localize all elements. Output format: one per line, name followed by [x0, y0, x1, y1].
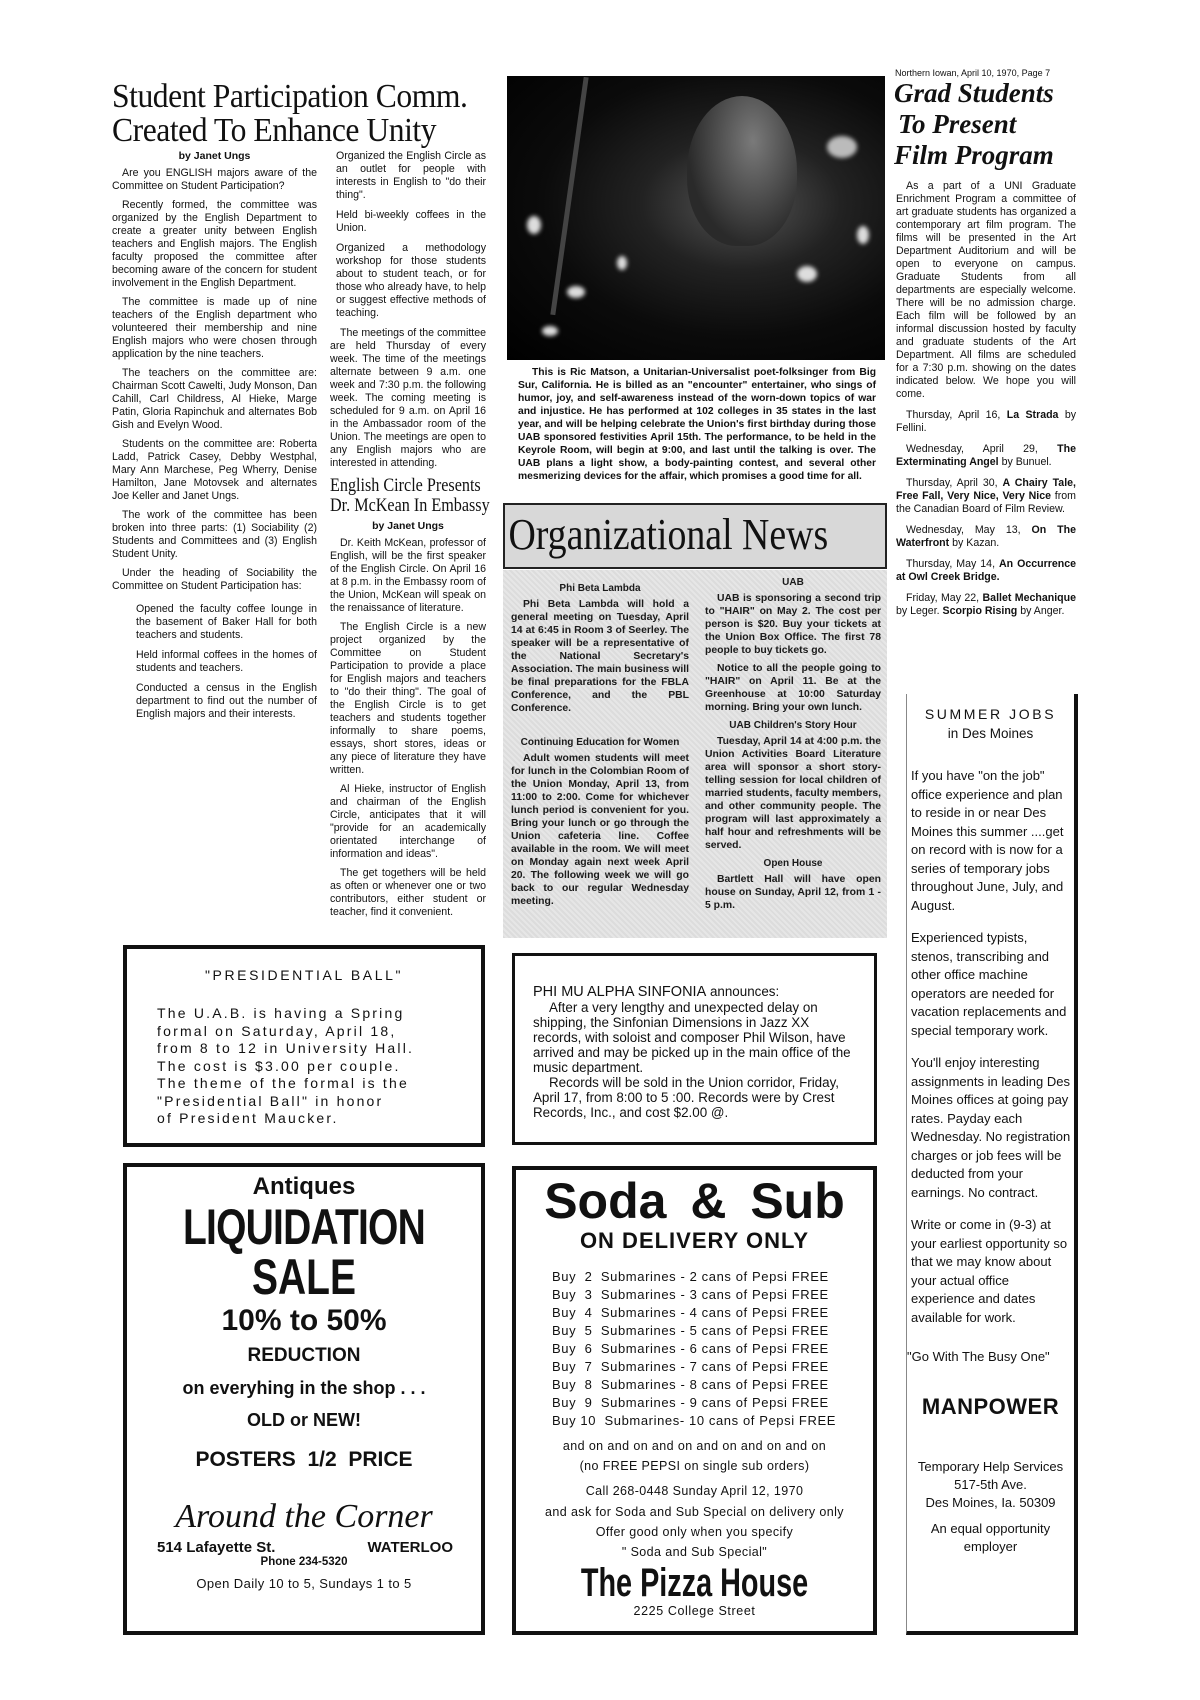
film-title: A Chairy Tale, Free Fall, Very Nice, Very Nice	[896, 477, 1076, 502]
article-column-2	[330, 150, 490, 925]
paragraph: Experienced typists, stenos, transcribing and other office machine operators are needed for vacation replacements and special temporary work.	[911, 930, 1067, 1038]
film-title: An Occurrence at Owl Creek Bridge.	[896, 558, 1077, 583]
caption-text: This is Ric Matson, a Unitarian-Universalist poet-folksinger from Big Sur, California. He is billed as an "encounter" entertainer, who sings of humor, joy, and self-awareness instead of the worn-down topics of war and injustice. He has performed at 102 colleges in 35 states in the last year, and will be helping celebrate the Union's first birthday during those UAB sponsored festivities April 15th. The performance, to be held in the Keyrole Room, will begin at 9:00, and last until the talking is over. The UAB plans a light show, a body-painting contest, and several other mesmerizing devices for the affair, which promises a good time for all.	[518, 367, 876, 482]
brand-logo: MANPOWER	[921, 1394, 1060, 1419]
paragraph: The get togethers will be held as often or whenever one or two contributors, either student or teacher, find it convenient.	[330, 867, 486, 918]
film-listing	[896, 477, 1076, 516]
ad-line: "Presidential Ball" in honor	[157, 1092, 384, 1109]
offer-line: Buy 5 Submarines - 5 cans of Pepsi FREE	[552, 1323, 829, 1338]
ad-sale: SALE	[251, 1249, 357, 1305]
ad-line: of President Maucker.	[157, 1110, 339, 1126]
film-title: The Exterminating Angel	[896, 443, 1076, 468]
photo-ric-matson	[507, 76, 885, 360]
org-news-body	[503, 570, 887, 938]
ad-title: SUMMER JOBS	[924, 706, 1057, 722]
list-item: Conducted a census in the English department to find out the number of English majors and their interests.	[136, 682, 317, 720]
paragraph: The English Circle is a new project organized by the Committee on Student Participation to provide a place for English majors and teachers to "do their thing". The goal of the English Circle is to get teachers and students together informally to share poems, essays, short stores, ideas or any piece of literature they have written.	[330, 621, 486, 776]
ad-body	[157, 1005, 481, 1128]
paragraph: After a very lengthy and unexpected delay on shipping, the Sinfonian Dimensions in Jazz XX records, with soloist and composer Phil Wilson, have arrived and may be picked up in the main office of the music department.	[533, 1000, 851, 1075]
film-title: On The Waterfront	[896, 524, 1076, 549]
ad-old-new: OLD or NEW!	[247, 1410, 361, 1430]
ad-everything: on everyhing in the shop . . .	[182, 1378, 426, 1398]
ad-special: " Soda and Sub Special"	[621, 1545, 768, 1559]
ad-line: The theme of the formal is the	[157, 1075, 409, 1091]
film-title: La Strada	[1006, 409, 1059, 421]
paragraph: The teachers on the committee are: Chairman Scott Cawelti, Judy Monson, Dan Cahill, Carl Childress, Al Hieke, Marge Patin, Gloria Rapinchuk and alternates Bob Gish and Evelyn Wood.	[112, 367, 317, 431]
offer-line: Buy 7 Submarines - 7 cans of Pepsi FREE	[552, 1359, 829, 1374]
ad-call: Call 268-0448 Sunday April 12, 1970	[585, 1484, 804, 1498]
ad-offer: Offer good only when you specify	[595, 1525, 794, 1539]
grad-article-body	[896, 180, 1076, 626]
org-section-paragraph: Phi Beta Lambda will hold a general meeting on Tuesday, April 14 at 6:45 in Room 3 of Seerley. The speaker will be a representative of the National Secretary's Association. The main business will be final preparations for the FBLA Conference, and the PBL Conference.	[511, 599, 689, 714]
ad-city: WATERLOO	[367, 1539, 453, 1556]
ad-liquidation: LIQUIDATION	[182, 1199, 425, 1255]
headline-line: Student Participation Comm.	[112, 78, 468, 115]
ad-line: The U.A.B. is having a Spring	[157, 1005, 405, 1021]
org-section-heading: Continuing Education for Women	[520, 737, 680, 748]
film-title: Ballet Mechanique	[982, 592, 1076, 604]
film-listing	[896, 443, 1076, 469]
presidential-ball-ad	[123, 945, 485, 1147]
ad-lead: PHI MU ALPHA SINFONIA	[533, 984, 707, 1000]
ad-lead-rest: announces:	[706, 984, 780, 999]
org-news-header	[503, 503, 887, 569]
org-section-heading: UAB	[782, 577, 804, 588]
org-section-heading: Phi Beta Lambda	[559, 583, 641, 594]
ad-subtitle: in Des Moines	[947, 726, 1034, 741]
paragraph: Students on the committee are: Roberta Ladd, Patrick Casey, Debby Westphal, Mary Ann Marchese, Peg Wherry, Denise Hamilton, Jane Motovsek and alternates Joe Keller and Janet Ungs.	[112, 438, 317, 502]
byline: by Janet Ungs	[178, 150, 251, 162]
film-detail: by Anger.	[1017, 605, 1065, 617]
list-item: Opened the faculty coffee lounge in the basement of Baker Hall for both teachers and students.	[136, 603, 317, 641]
ad-reduction: REDUCTION	[247, 1345, 361, 1366]
film-listing	[896, 592, 1076, 618]
film-listing	[896, 409, 1076, 435]
ad-address: 514 Lafayette St.	[157, 1539, 276, 1556]
list-item-list	[330, 150, 486, 320]
org-section-paragraph: Adult women students will meet for lunch in the Colombian Room of the Union Monday, April 13, from 11:00 to 2:00. Come for whichever lunch period is convenient for you. Bring your lunch or go through the Union cafeteria line. Coffee available in the room. We will meet on Monday again next week April 20. The following week we will go back to our regular Wednesday meeting.	[511, 753, 689, 907]
headline-line: Film Program	[894, 140, 1054, 170]
film-detail: by Bunuel.	[998, 456, 1052, 468]
ad-hours: Open Daily 10 to 5, Sundays 1 to 5	[196, 1576, 412, 1591]
offer-line: Buy 3 Submarines - 3 cans of Pepsi FREE	[552, 1287, 829, 1302]
ad-title: "PRESIDENTIAL BALL"	[204, 967, 404, 983]
ad-address: 2225 College Street	[633, 1604, 756, 1618]
offer-line: Buy 10 Submarines- 10 cans of Pepsi FREE	[552, 1413, 837, 1428]
film-date: Thursday, April 30,	[906, 477, 1003, 489]
org-section-paragraph: Notice to all the people going to "HAIR" on April 11. Be at the Greenhouse at 10:00 Saturday morning. Bring your own lunch.	[705, 663, 881, 713]
ad-line: The cost is $3.00 per couple.	[157, 1057, 401, 1074]
paragraph-list	[330, 537, 486, 919]
org-news-title: Organizational News	[508, 510, 829, 559]
ad-street: 517-5th Ave.	[954, 1477, 1027, 1492]
offer-line: Buy 8 Submarines - 8 cans of Pepsi FREE	[552, 1377, 829, 1392]
offer-line: Buy 9 Submarines - 9 cans of Pepsi FREE	[552, 1395, 829, 1410]
grad-headline	[894, 78, 1054, 171]
byline: by Janet Ungs	[372, 520, 444, 532]
paragraph: Al Hieke, instructor of English and chairman of the English Circle, anticipates that it will "provide for an academically orientated interchange of information and ideas".	[330, 783, 486, 860]
paragraph: As a part of a UNI Graduate Enrichment Program a committee of art graduate students has organized a contemporary art film program. The films will be presented in the Art Department Auditorium and will be open to everyone on campus. Graduate Students from all departments are especially welcome. There will be no admission charge. Each film will be followed by an informal discussion hosted by faculty and graduate students of the Art Department. All films are scheduled for a 7:30 p.m. showing on the dates indicated below. We hope you will come.	[896, 180, 1076, 400]
film-detail: by Kazan.	[949, 537, 1000, 549]
film-date: Wednesday, April 29,	[906, 443, 1058, 455]
film-detail: by Leger.	[896, 605, 943, 617]
article2-headline	[330, 475, 490, 520]
film-detail: by Fellini.	[896, 409, 1077, 434]
ad-body	[533, 984, 860, 1120]
film-date: Thursday, May 14,	[906, 558, 1000, 570]
sinfonia-ad	[512, 953, 877, 1145]
ad-antiques: Antiques	[252, 1173, 356, 1200]
ad-posters: POSTERS 1/2 PRICE	[195, 1448, 413, 1471]
ad-address-row	[127, 1539, 481, 1556]
ad-title: Soda & Sub	[544, 1173, 845, 1229]
paragraph: Recently formed, the committee was organized by the English Department to create a greater unity between English teachers and English majors. The English faculty proposed the committee after becoming aware of the concern for student involvement in the English Department.	[112, 199, 317, 289]
ad-city: Des Moines, Ia. 50309	[925, 1495, 1056, 1510]
paragraph: Under the heading of Sociability the Committee on Student Participation has:	[112, 567, 317, 592]
film-listing	[896, 558, 1076, 584]
paragraph: Dr. Keith McKean, professor of English, will be the first speaker of the English Circle. On April 16 at 8 p.m. in the Embassy room of the Union, McKean will speak on the renaissance of literature.	[330, 537, 486, 614]
film-detail: from the Canadian Board of Film Review.	[896, 490, 1076, 515]
paragraph-list	[911, 767, 1072, 1327]
ad-line: formal on Saturday, April 18,	[157, 1022, 397, 1039]
offer-list	[552, 1268, 873, 1430]
paragraph: Are you ENGLISH majors aware of the Committee on Student Participation?	[112, 167, 317, 192]
offer-line: Buy 6 Submarines - 6 cans of Pepsi FREE	[552, 1341, 829, 1356]
film-date: Friday, May 22,	[906, 592, 983, 604]
org-news-left-column	[511, 578, 689, 913]
org-section-heading: UAB Children's Story Hour	[729, 720, 857, 731]
ad-service: Temporary Help Services	[917, 1459, 1064, 1474]
photo-caption	[518, 366, 876, 483]
paragraph: The work of the committee has been broken into three parts: (1) Sociability (2) Students and Committees and (3) English Student Unity.	[112, 509, 317, 560]
paragraph-list	[330, 327, 486, 470]
list-item: Held informal coffees in the homes of students and teachers.	[136, 649, 317, 674]
headline-line: Grad Students	[894, 78, 1054, 108]
paragraph: The meetings of the committee are held Thursday of every week. The time of the meetings alternate between 9 a.m. one week and 7:30 p.m. the following week. The coming meeting is scheduled for 9 a.m. on April 16 in the Ambassador room of the Union. The meetings are open to any English majors who are interested in attending.	[330, 327, 486, 469]
org-news-right-column	[705, 572, 881, 917]
list-item: Organized a methodology workshop for those students about to student teach, or for those who already have, to help or suggest effective methods of teaching.	[336, 242, 486, 319]
org-section-paragraph: Bartlett Hall will have open house on Sunday, April 12, from 1 - 5 p.m.	[705, 874, 881, 911]
ad-ask: and ask for Soda and Sub Special on delivery only	[545, 1505, 844, 1519]
paragraph-list	[112, 167, 317, 593]
antiques-liquidation-ad	[123, 1163, 485, 1635]
article-headline	[112, 80, 494, 148]
paragraph: Write or come in (9-3) at your earliest opportunity so that we may know about your actual office experience and dates available for work.	[911, 1217, 1068, 1325]
paragraph: The committee is made up of nine teachers of the English department who volunteered their membership and nine English majors who were chosen through application by the nine teachers.	[112, 296, 317, 360]
film-listing	[896, 524, 1076, 550]
soda-and-sub-ad	[512, 1166, 877, 1635]
article-column-1	[112, 150, 317, 728]
org-section-paragraph: Tuesday, April 14 at 4:00 p.m. the Union Activities Board Literature area will sponsor a short story-telling session for local children of married students, faculty members, and other community people. The program will last approximately a half hour and refreshments will be served.	[705, 736, 881, 851]
org-section-paragraph: UAB is sponsoring a second trip to "HAIR" on May 2. The cost per person is $20. Buy your tickets at the Union Box Office. The first 78 people to buy tickets go.	[705, 593, 881, 656]
org-section-heading: Open House	[763, 858, 823, 869]
list-item-list	[112, 599, 317, 721]
headline-line: To Present	[898, 109, 1017, 139]
paragraph: You'll enjoy interesting assignments in leading Des Moines offices at going pay rates. Payday each Wednesday. No registration charges or job fees will be deducted from your earnings. No contract.	[911, 1055, 1071, 1200]
ad-phone: Phone 234-5320	[260, 1556, 348, 1568]
ad-and-on: and on and on and on and on and on and on	[562, 1439, 827, 1453]
store-logo: Around the Corner	[175, 1498, 433, 1535]
film-date: Wednesday, May 13,	[906, 524, 1032, 536]
manpower-summer-jobs-ad	[906, 694, 1078, 1635]
store-name: The Pizza House	[580, 1561, 809, 1605]
offer-line: Buy 2 Submarines - 2 cans of Pepsi FREE	[552, 1269, 829, 1284]
film-date: Thursday, April 16,	[906, 409, 1007, 421]
ad-subtitle: ON DELIVERY ONLY	[579, 1228, 810, 1253]
ad-no-free: (no FREE PEPSI on single sub orders)	[579, 1459, 810, 1473]
paragraph: If you have "on the job" office experience and plan to reside in or near Des Moines this summer ....get on record with is now for a series of temporary jobs throughout June, July, and August.	[911, 768, 1064, 913]
headline-line: Created To Enhance Unity	[112, 112, 437, 149]
offer-line: Buy 4 Submarines - 4 cans of Pepsi FREE	[552, 1305, 829, 1320]
ad-line: from 8 to 12 in University Hall.	[157, 1040, 415, 1056]
page-masthead: Northern Iowan, April 10, 1970, Page 7	[895, 68, 1051, 78]
paragraph: Records will be sold in the Union corridor, Friday, April 17, from 8:00 to 5 :00. Records were by Crest Records, Inc., and cost $2.00 @.	[533, 1075, 840, 1120]
ad-percent: 10% to 50%	[221, 1304, 387, 1337]
ad-eoe: An equal opportunity employer	[930, 1521, 1051, 1554]
list-item: Organized the English Circle as an outlet for people with interests in English to "do their thing".	[336, 150, 486, 201]
list-item: Held bi-weekly coffees in the Union.	[336, 209, 486, 234]
ad-slogan: "Go With The Busy One"	[907, 1349, 1050, 1364]
headline-line: Dr. McKean In Embassy	[330, 495, 490, 516]
film-title: Scorpio Rising	[942, 605, 1018, 617]
headline-line: English Circle Presents	[330, 475, 481, 496]
